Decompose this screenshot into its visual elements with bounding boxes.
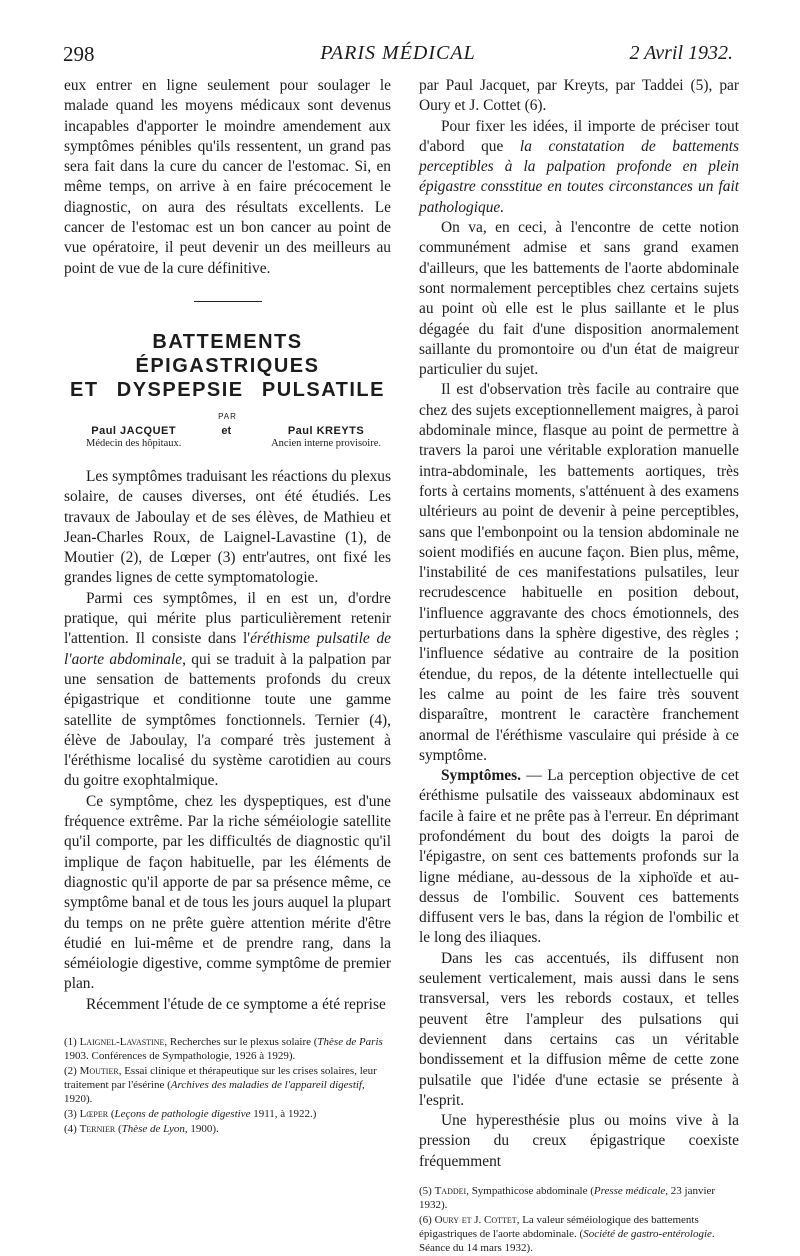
footnote-1: (1) Laignel-Lavastine, Recherches sur le plexus solaire (Thèse de Paris 1903. Conférences de Sympathologie, 1926 à 1929). bbox=[64, 1035, 383, 1062]
author-2-name: Paul KREYTS bbox=[287, 424, 365, 437]
italic-phrase: éréthisme pulsatile de l'aorte abdominale bbox=[64, 630, 391, 668]
footnote-4: (4) Ternier (Thèse de Lyon, 1900). bbox=[64, 1122, 219, 1135]
paragraph: On va, en ceci, à l'encontre de cette notion communément admise et sans grand examen d'ailleurs, que les battements de l'aorte abdominale sont normalement perceptibles chez certains sujets au point où elle est le plus saillante et le plus dégagée du fait d'une disposition anormalement saillante du promontoire ou d'un état de maigreur particulier du sujet. bbox=[419, 219, 739, 379]
right-column bbox=[419, 76, 739, 1256]
title-line-2: ÉPIGASTRIQUES bbox=[135, 354, 320, 377]
left-column bbox=[64, 76, 391, 1137]
page-number: 298 bbox=[63, 42, 95, 66]
paragraph: Symptômes. — La perception objective de cet éréthisme pulsatile des vaisseaux abdominaux est facile à faire et ne prête pas à l'erreur. En déprimant profondément du bout des doigts la paroi de l'épigastre, on sent ces battements profonds sur la ligne médiane, au-dessous de la xiphoïde et au-dessus de l'ombilic. Souvent ces battements diffusent vers le bas, dans la région de l'ombilic et le long des iliaques. bbox=[419, 767, 739, 947]
paragraph: Pour fixer les idées, il importe de préciser tout d'abord que la constatation de battements perceptibles à la palpation profonde en plein épigastre consstitue en toutes circonstances un fait pathologique. bbox=[419, 117, 739, 216]
page-header bbox=[63, 42, 733, 72]
journal-title: PARIS MÉDICAL bbox=[320, 42, 476, 64]
paragraph: Récemment l'étude de ce symptome a été reprise bbox=[86, 995, 386, 1013]
paragraph: Parmi ces symptômes, il en est un, d'ordre pratique, qui mérite plus particulièrement retenir l'attention. Il consiste dans l'éréthisme pulsatile de l'aorte abdominale, qui se traduit à la palpation par une sensation de battements profonds du creux épigastrique et conditionne toute une gamme satellite de symptômes fonctionnels. Ternier (4), élève de Jaboulay, l'a comparé très justement à l'éréthisme localisé du système carotidien au cours du goitre exophtalmique. bbox=[64, 589, 391, 790]
issue-date: 2 Avril 1932. bbox=[629, 42, 733, 64]
footnote-3: (3) Lœper (Leçons de pathologie digestive 1911, à 1922.) bbox=[64, 1107, 317, 1120]
author-1 bbox=[86, 425, 181, 449]
italic-phrase: la constatation de battements perceptibles à la palpation profonde en plein épigastre consstitue en toutes circonstances un fait pathologique. bbox=[419, 137, 739, 216]
footnotes bbox=[64, 1035, 391, 1136]
footnotes bbox=[419, 1184, 739, 1255]
title-line-1: BATTEMENTS bbox=[152, 330, 303, 353]
author-2-role: Ancien interne provisoire. bbox=[271, 437, 381, 449]
title-word-pulsatile: PULSATILE bbox=[261, 378, 385, 401]
author-conjunction: et bbox=[221, 424, 232, 437]
byline-par: PAR bbox=[218, 411, 237, 421]
article-title bbox=[64, 330, 391, 402]
continued-paragraph: par Paul Jacquet, par Kreyts, par Taddei (5), par Oury et J. Cottet (6). bbox=[419, 77, 739, 115]
footnote-5: (5) Taddei, Sympathicose abdominale (Presse médicale, 23 janvier 1932). bbox=[419, 1185, 716, 1212]
author-block bbox=[64, 425, 391, 449]
title-word-et: ET bbox=[70, 378, 99, 401]
paragraph: Ce symptôme, chez les dyspeptiques, est d'une fréquence extrême. Par la riche séméiologie satellite qu'il comporte, par les difficultés de diagnostic qu'il implique de façon habituelle, par les éléments de diagnostic qu'il apporte de par sa présence même, ce symptôme banal et de tous les jours auquel la plupart du temps on ne prête guère attention mérite d'être étudié en lui-même et de prendre rang, dans la séméiologie digestive, comme symptôme de premier plan. bbox=[64, 792, 391, 993]
paragraph: Les symptômes traduisant les réactions du plexus solaire, de causes diverses, ont été étudiés. Les travaux de Jaboulay et de ses élèves, de Mathieu et Jean-Charles Roux, de Laignel-Lavastine (1), de Moutier (2), de Lœper (3) entr'autres, ont fixé les grandes lignes de cette symptomatologie. bbox=[64, 467, 391, 587]
paragraph: Dans les cas accentués, ils diffusent non seulement verticalement, mais aussi dans le sens transversal, vers les rebords costaux, et telles peuvent être l'ampleur des pulsations qui deviennent dans certains cas un véritable bondissement et la diffusion même de cette zone pulsatile que l'idée d'une ectasie se présente à l'esprit. bbox=[419, 949, 739, 1109]
paragraph: Une hyperesthésie plus ou moins vive à la pression du creux épigastrique coexiste fréquemment bbox=[419, 1112, 739, 1170]
continued-paragraph: eux entrer en ligne seulement pour soulager le malade quand les moyens médicaux sont devenus incapables d'apporter le moindre amendement aux symptômes pénibles qu'ils ressentent, un grand pas sera fait dans la cure du cancer de l'estomac. Si, en même temps, on arrive à en faire précocement le diagnostic, on aura des résultats excellents. Le cancer de l'estomac est un bon cancer au point de vue opératoire, il peut devenir un des meilleurs au point de vue de la cure définitive. bbox=[64, 77, 391, 277]
title-word-dyspepsie: DYSPEPSIE bbox=[116, 378, 244, 401]
author-1-role: Médecin des hôpitaux. bbox=[86, 437, 182, 449]
section-heading-symptomes: Symptômes. bbox=[441, 767, 521, 785]
footnote-2: (2) Moutier, Essai clinique et thérapeutique sur les crises solaires, leur traitement par l'ésérine (Archives des maladies de l'appareil digestif, 1920). bbox=[64, 1064, 377, 1105]
title-line-3 bbox=[64, 378, 391, 402]
paragraph: Il est d'observation très facile au contraire que chez des sujets exceptionnellement maigres, à paroi abdominale mince, flasque au point de permettre à travers la paroi une véritable exploration manuelle intra-abdominale, les battements aortiques, très forts à certains moments, s'atténuent à des examens ultérieurs au point de devenir à peine perceptibles, sans que l'embonpoint ou la tension abdominale ne soient modifiés en aucune façon. Bien plus, même, l'instabilité de ces manifestations pulsatiles, leur recrudescence habituelle en position debout, l'influence aggravante des chocs émotionnels, des perturbations dans la sphère digestive, des règles ; l'influence sédative au contraire de la position étendue, du repos, de la détente intellectuelle qui les calme au point de les faire très souvent disparaître, montrent le caractère franchement anormal de l'éréthisme vasculaire qui préside à ce symptôme. bbox=[419, 381, 739, 764]
footnote-6: (6) Oury et J. Cottet, La valeur séméiologique des battements épigastriques de l'aorte abdominale. (Société de gastro-entérologie. Séance du 14 mars 1932). bbox=[419, 1214, 715, 1255]
author-2 bbox=[271, 425, 381, 449]
section-divider bbox=[194, 301, 262, 302]
author-1-name: Paul JACQUET bbox=[91, 424, 177, 437]
